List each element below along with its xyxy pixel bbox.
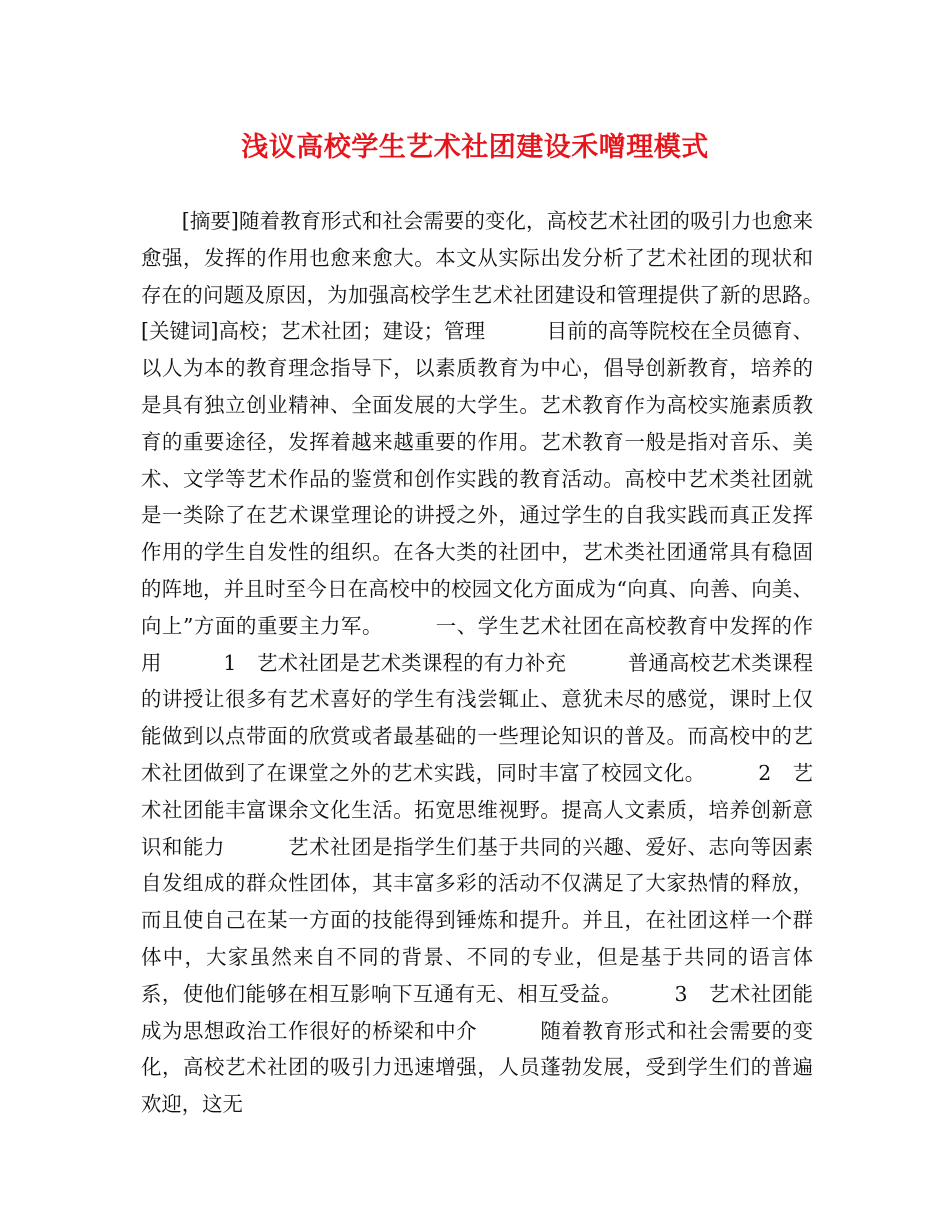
document-title: 浅议高校学生艺术社团建设禾噌理模式	[241, 132, 709, 163]
document-body-text: [摘要]随着教育形式和社会需要的变化，高校艺术社团的吸引力也愈来愈强，发挥的作用也愈来愈大。本文从实际出发分析了艺术社团的现状和存在的问题及原因，为加强高校学生艺术社团建设和管理提供了新的思路。 [关键词]高校；艺术社团；建设；管理 目前的高等院校在全员德育、以人为本的教育理念指导下，以素质教育为中心，倡导创新教育，培养的是具有独立创业精神、全面发展的大学生。艺术教育作为高校实施素质教育的重要途径，发挥着越来越重要的作用。艺术教育一般是指对音乐、美术、文学等艺术作品的鉴赏和创作实践的教育活动。高校中艺术类社团就是一类除了在艺术课堂理论的讲授之外，通过学生的自我实践而真正发挥作用的学生自发性的组织。在各大类的社团中，艺术类社团通常具有稳固的阵地，并且时至今日在高校中的校园文化方面成为“向真、向善、向美、向上”方面的重要主力军。 一、学生艺术社团在高校教育中发挥的作用 1 艺术社团是艺术类课程的有力补充 普通高校艺术类课程的讲授让很多有艺术喜好的学生有浅尝辄止、意犹未尽的感觉，课时上仅能做到以点带面的欣赏或者最基础的一些理论知识的普及。而高校中的艺术社团做到了在课堂之外的艺术实践，同时丰富了校园文化。 2 艺术社团能丰富课余文化生活。拓宽思维视野。提高人文素质，培养创新意识和能力 艺术社团是指学生们基于共同的兴趣、爱好、志向等因素自发组成的群众性团体，其丰富多彩的活动不仅满足了大家热情的释放，而且使自己在某一方面的技能得到锤炼和提升。并且，在社团这样一个群体中，大家虽然来自不同的背景、不同的专业，但是基于共同的语言体系，使他们能够在相互影响下互通有无、相互受益。 3 艺术社团能成为思想政治工作很好的桥梁和中介 随着教育形式和社会需要的变化，高校艺术社团的吸引力迅速增强，人员蓬勃发展，受到学生们的普遍欢迎，这无	[141, 209, 875, 1117]
